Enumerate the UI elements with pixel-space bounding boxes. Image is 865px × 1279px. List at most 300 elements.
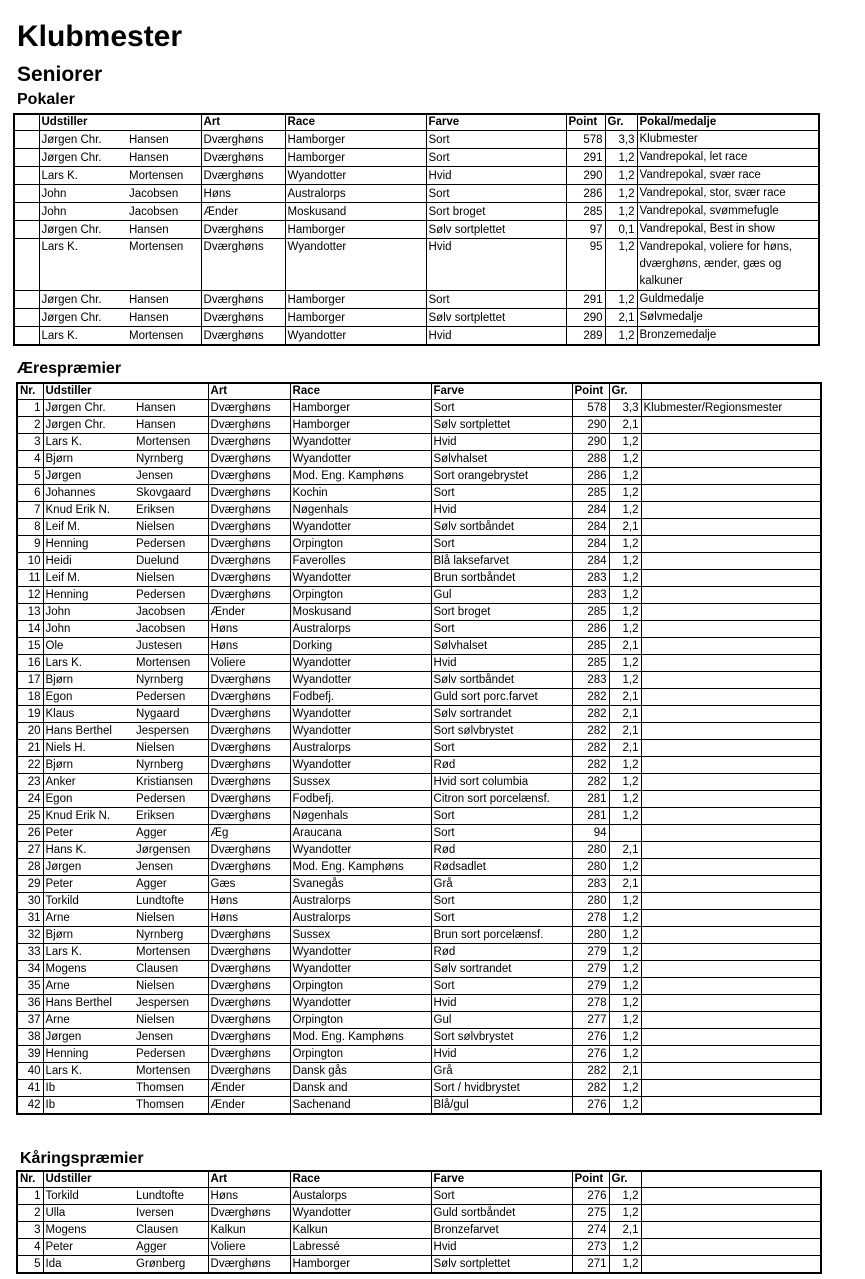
first-name-cell: Peter [43,1239,134,1256]
header-cell: Farve [431,1171,572,1188]
last-name-cell: Jacobsen [127,185,201,203]
race-cell: Wyandotter [285,167,426,185]
farve-cell: Sort [431,400,572,417]
note-cell [641,910,821,927]
last-name-cell: Pedersen [134,587,208,604]
point-cell: 286 [572,621,609,638]
table-row [17,1222,821,1239]
header-cell: Nr. [17,1171,43,1188]
race-cell: Hamborger [285,221,426,239]
art-cell: Dværghøns [201,327,285,346]
race-cell: Sussex [290,927,431,944]
gr-cell: 3,3 [605,131,637,149]
race-cell: Australorps [285,185,426,203]
header-cell: Point [572,383,609,400]
note-cell [641,944,821,961]
table-row [17,944,821,961]
farve-cell: Rød [431,757,572,774]
last-name-cell: Nyrnberg [134,757,208,774]
first-name-cell: Lars K. [39,327,127,346]
gr-cell: 1,2 [609,587,641,604]
nr-cell: 1 [17,1188,43,1205]
art-cell: Høns [208,893,290,910]
header-cell: Point [566,114,605,131]
karingspraemier-heading: Kåringspræmier [20,1150,144,1167]
farve-cell: Sort / hvidbrystet [431,1080,572,1097]
last-name-cell: Nyrnberg [134,927,208,944]
nr-cell: 10 [17,553,43,570]
farve-cell: Sølv sortplettet [431,417,572,434]
first-name-cell: Knud Erik N. [43,502,134,519]
race-cell: Faverolles [290,553,431,570]
gr-cell: 1,2 [609,893,641,910]
race-cell: Fodbefj. [290,791,431,808]
note-cell [641,655,821,672]
table-row [17,400,821,417]
nr-cell: 26 [17,825,43,842]
note-cell [641,859,821,876]
race-cell: Australorps [290,740,431,757]
last-name-cell: Agger [134,825,208,842]
art-cell: Dværghøns [208,536,290,553]
first-name-cell: Arne [43,978,134,995]
first-name-cell: Ib [43,1080,134,1097]
point-cell: 286 [566,185,605,203]
gr-cell: 2,1 [609,519,641,536]
first-name-cell: John [39,203,127,221]
note-cell [641,485,821,502]
nr-cell: 23 [17,774,43,791]
nr-cell: 4 [17,1239,43,1256]
pokal-cell: Sølvmedalje [637,309,819,327]
first-name-cell: Jørgen Chr. [39,149,127,167]
farve-cell: Sort [431,893,572,910]
first-name-cell: Ib [43,1097,134,1115]
last-name-cell: Jespersen [134,723,208,740]
farve-cell: Hvid [426,327,566,346]
header-cell: Race [285,114,426,131]
art-cell: Dværghøns [201,239,285,291]
last-name-cell: Hansen [134,400,208,417]
table-row [17,604,821,621]
gr-cell: 1,2 [609,1012,641,1029]
point-cell: 578 [566,131,605,149]
header-cell: Art [201,114,285,131]
first-name-cell: Hans Berthel [43,995,134,1012]
first-name-cell: Egon [43,791,134,808]
aerespraemier-table [16,382,822,1115]
note-cell [641,587,821,604]
first-name-cell: Klaus [43,706,134,723]
table-row [14,149,819,167]
note-cell [641,825,821,842]
nr-cell: 5 [17,468,43,485]
nr-cell: 13 [17,604,43,621]
race-cell: Australorps [290,910,431,927]
blank-cell [14,131,39,149]
first-name-cell: Jørgen Chr. [43,400,134,417]
gr-cell: 2,1 [605,309,637,327]
last-name-cell: Pedersen [134,791,208,808]
table-row [17,774,821,791]
art-cell: Voliere [208,655,290,672]
last-name-cell: Thomsen [134,1080,208,1097]
race-cell: Orpington [290,1046,431,1063]
first-name-cell: Henning [43,1046,134,1063]
race-cell: Wyandotter [290,842,431,859]
nr-cell: 38 [17,1029,43,1046]
note-cell [641,723,821,740]
gr-cell: 1,2 [609,774,641,791]
gr-cell: 1,2 [609,910,641,927]
gr-cell: 1,2 [609,604,641,621]
gr-cell: 1,2 [609,570,641,587]
race-cell: Svanegås [290,876,431,893]
farve-cell: Sølv sortplettet [431,1256,572,1274]
farve-cell: Rød [431,944,572,961]
blank-cell [14,167,39,185]
page-subtitle: Seniorer [17,63,103,86]
last-name-cell: Mortensen [134,1063,208,1080]
table-row [17,825,821,842]
nr-cell: 2 [17,1205,43,1222]
table-row [17,995,821,1012]
art-cell: Ænder [208,1080,290,1097]
first-name-cell: Jørgen [43,859,134,876]
note-cell [641,842,821,859]
table-row [14,327,819,346]
first-name-cell: Heidi [43,553,134,570]
table-row [17,978,821,995]
table-row [17,757,821,774]
table-row [17,893,821,910]
race-cell: Dorking [290,638,431,655]
farve-cell: Sort [426,185,566,203]
gr-cell: 1,2 [609,536,641,553]
point-cell: 282 [572,1063,609,1080]
farve-cell: Blå laksefarvet [431,553,572,570]
first-name-cell: Lars K. [39,167,127,185]
blank-cell [14,327,39,346]
farve-cell: Hvid [426,239,566,291]
nr-cell: 6 [17,485,43,502]
gr-cell: 1,2 [609,808,641,825]
gr-cell: 1,2 [609,1256,641,1274]
last-name-cell: Nyrnberg [134,451,208,468]
note-cell [641,927,821,944]
farve-cell: Sølv sortplettet [426,309,566,327]
farve-cell: Sølvhalset [431,638,572,655]
farve-cell: Citron sort porcelænsf. [431,791,572,808]
first-name-cell: Lars K. [43,655,134,672]
point-cell: 285 [572,638,609,655]
last-name-cell: Iversen [134,1205,208,1222]
blank-cell [14,185,39,203]
note-cell [641,689,821,706]
point-cell: 280 [572,927,609,944]
header-cell: Nr. [17,383,43,400]
table-row [17,723,821,740]
gr-cell: 1,2 [609,859,641,876]
nr-cell: 42 [17,1097,43,1115]
point-cell: 273 [572,1239,609,1256]
last-name-cell: Jacobsen [127,203,201,221]
note-cell: Klubmester/Regionsmester [641,400,821,417]
note-cell [641,536,821,553]
first-name-cell: Lars K. [43,434,134,451]
nr-cell: 21 [17,740,43,757]
art-cell: Dværghøns [208,740,290,757]
point-cell: 280 [572,842,609,859]
gr-cell: 1,2 [609,434,641,451]
header-cell [641,383,821,400]
gr-cell: 1,2 [609,502,641,519]
page-title: Klubmester [17,20,183,53]
point-cell: 97 [566,221,605,239]
farve-cell: Sort broget [426,203,566,221]
last-name-cell: Duelund [134,553,208,570]
first-name-cell: Jørgen Chr. [43,417,134,434]
note-cell [641,1080,821,1097]
table-row [17,621,821,638]
gr-cell: 2,1 [609,417,641,434]
race-cell: Sachenand [290,1097,431,1115]
table-row [14,309,819,327]
point-cell: 291 [566,291,605,309]
last-name-cell: Kristiansen [134,774,208,791]
table-row [14,185,819,203]
farve-cell: Hvid [431,1046,572,1063]
nr-cell: 39 [17,1046,43,1063]
table-row [17,417,821,434]
art-cell: Høns [208,638,290,655]
race-cell: Mod. Eng. Kamphøns [290,859,431,876]
point-cell: 284 [572,502,609,519]
gr-cell: 1,2 [609,1097,641,1115]
gr-cell: 1,2 [605,167,637,185]
point-cell: 277 [572,1012,609,1029]
art-cell: Dværghøns [208,1063,290,1080]
art-cell: Høns [208,621,290,638]
first-name-cell: Johannes [43,485,134,502]
point-cell: 284 [572,536,609,553]
note-cell [641,1256,821,1274]
last-name-cell: Jensen [134,859,208,876]
blank-cell [14,309,39,327]
first-name-cell: Torkild [43,1188,134,1205]
race-cell: Moskusand [290,604,431,621]
table-row [14,221,819,239]
table-header-row [17,383,821,400]
gr-cell: 3,3 [609,400,641,417]
note-cell [641,893,821,910]
point-cell: 285 [572,604,609,621]
blank-cell [14,149,39,167]
farve-cell: Sølv sortbåndet [431,519,572,536]
gr-cell: 1,2 [609,655,641,672]
farve-cell: Sølv sortbåndet [431,672,572,689]
race-cell: Dansk and [290,1080,431,1097]
point-cell: 290 [566,309,605,327]
table-row [17,519,821,536]
farve-cell: Rødsadlet [431,859,572,876]
last-name-cell: Jensen [134,468,208,485]
art-cell: Dværghøns [208,1256,290,1274]
note-cell [641,1188,821,1205]
first-name-cell: Bjørn [43,757,134,774]
nr-cell: 37 [17,1012,43,1029]
farve-cell: Brun sort porcelænsf. [431,927,572,944]
farve-cell: Sort sølvbrystet [431,1029,572,1046]
gr-cell: 1,2 [609,1046,641,1063]
art-cell: Dværghøns [201,291,285,309]
last-name-cell: Jespersen [134,995,208,1012]
point-cell: 282 [572,740,609,757]
art-cell: Dværghøns [208,808,290,825]
last-name-cell: Hansen [127,309,201,327]
race-cell: Wyandotter [290,944,431,961]
art-cell: Høns [208,1188,290,1205]
last-name-cell: Grønberg [134,1256,208,1274]
art-cell: Dværghøns [208,400,290,417]
note-cell [641,1046,821,1063]
nr-cell: 20 [17,723,43,740]
gr-cell: 1,2 [609,553,641,570]
art-cell: Dværghøns [208,502,290,519]
last-name-cell: Nielsen [134,978,208,995]
gr-cell: 1,2 [609,961,641,978]
race-cell: Hamborger [285,131,426,149]
nr-cell: 12 [17,587,43,604]
nr-cell: 35 [17,978,43,995]
gr-cell: 1,2 [609,757,641,774]
header-cell: Art [208,1171,290,1188]
header-cell: Udstiller [39,114,201,131]
gr-cell: 1,2 [609,485,641,502]
point-cell: 279 [572,961,609,978]
nr-cell: 15 [17,638,43,655]
race-cell: Nøgenhals [290,808,431,825]
last-name-cell: Clausen [134,1222,208,1239]
art-cell: Dværghøns [208,791,290,808]
nr-cell: 18 [17,689,43,706]
header-cell: Gr. [609,1171,641,1188]
header-cell: Farve [426,114,566,131]
race-cell: Wyandotter [290,757,431,774]
gr-cell: 2,1 [609,740,641,757]
nr-cell: 24 [17,791,43,808]
note-cell [641,621,821,638]
point-cell: 281 [572,791,609,808]
first-name-cell: Knud Erik N. [43,808,134,825]
point-cell: 290 [566,167,605,185]
race-cell: Hamborger [290,400,431,417]
pokal-cell: Vandrepokal, stor, svær race [637,185,819,203]
race-cell: Orpington [290,536,431,553]
farve-cell: Sort [426,131,566,149]
first-name-cell: Hans K. [43,842,134,859]
race-cell: Hamborger [285,149,426,167]
art-cell: Kalkun [208,1222,290,1239]
point-cell: 280 [572,893,609,910]
note-cell [641,468,821,485]
point-cell: 95 [566,239,605,291]
gr-cell: 2,1 [609,842,641,859]
table-header-row [17,1171,821,1188]
table-row [17,1029,821,1046]
point-cell: 276 [572,1046,609,1063]
last-name-cell: Lundtofte [134,1188,208,1205]
farve-cell: Guld sortbåndet [431,1205,572,1222]
table-row [14,167,819,185]
nr-cell: 27 [17,842,43,859]
nr-cell: 17 [17,672,43,689]
race-cell: Dansk gås [290,1063,431,1080]
first-name-cell: Lars K. [43,944,134,961]
last-name-cell: Hansen [127,131,201,149]
note-cell [641,808,821,825]
last-name-cell: Eriksen [134,502,208,519]
nr-cell: 14 [17,621,43,638]
blank-cell [14,203,39,221]
nr-cell: 34 [17,961,43,978]
header-cell: Pokal/medalje [637,114,819,131]
farve-cell: Sort [431,910,572,927]
table-row [17,876,821,893]
farve-cell: Sort [431,808,572,825]
table-row [17,1256,821,1274]
farve-cell: Sølv sortrandet [431,961,572,978]
last-name-cell: Pedersen [134,689,208,706]
first-name-cell: Peter [43,876,134,893]
table-row [17,859,821,876]
table-row [17,485,821,502]
table-row [17,570,821,587]
race-cell: Wyandotter [290,961,431,978]
farve-cell: Sort [431,1188,572,1205]
pokal-cell: Vandrepokal, voliere for høns, dværghøns, ænder, gæs og kalkuner [637,239,819,291]
nr-cell: 16 [17,655,43,672]
race-cell: Sussex [290,774,431,791]
art-cell: Dværghøns [208,995,290,1012]
last-name-cell: Agger [134,876,208,893]
art-cell: Ænder [208,1097,290,1115]
table-row [17,927,821,944]
gr-cell: 1,2 [609,944,641,961]
last-name-cell: Mortensen [127,239,201,291]
race-cell: Wyandotter [290,706,431,723]
farve-cell: Sort [426,291,566,309]
race-cell: Hamborger [285,291,426,309]
point-cell: 282 [572,723,609,740]
header-cell: Race [290,1171,431,1188]
art-cell: Dværghøns [208,944,290,961]
gr-cell: 1,2 [609,1080,641,1097]
gr-cell: 1,2 [605,291,637,309]
art-cell: Dværghøns [208,1029,290,1046]
note-cell [641,1029,821,1046]
race-cell: Wyandotter [290,519,431,536]
nr-cell: 36 [17,995,43,1012]
last-name-cell: Pedersen [134,1046,208,1063]
note-cell [641,417,821,434]
art-cell: Dværghøns [208,519,290,536]
gr-cell: 1,2 [609,1188,641,1205]
nr-cell: 31 [17,910,43,927]
last-name-cell: Mortensen [127,167,201,185]
art-cell: Høns [208,910,290,927]
nr-cell: 9 [17,536,43,553]
